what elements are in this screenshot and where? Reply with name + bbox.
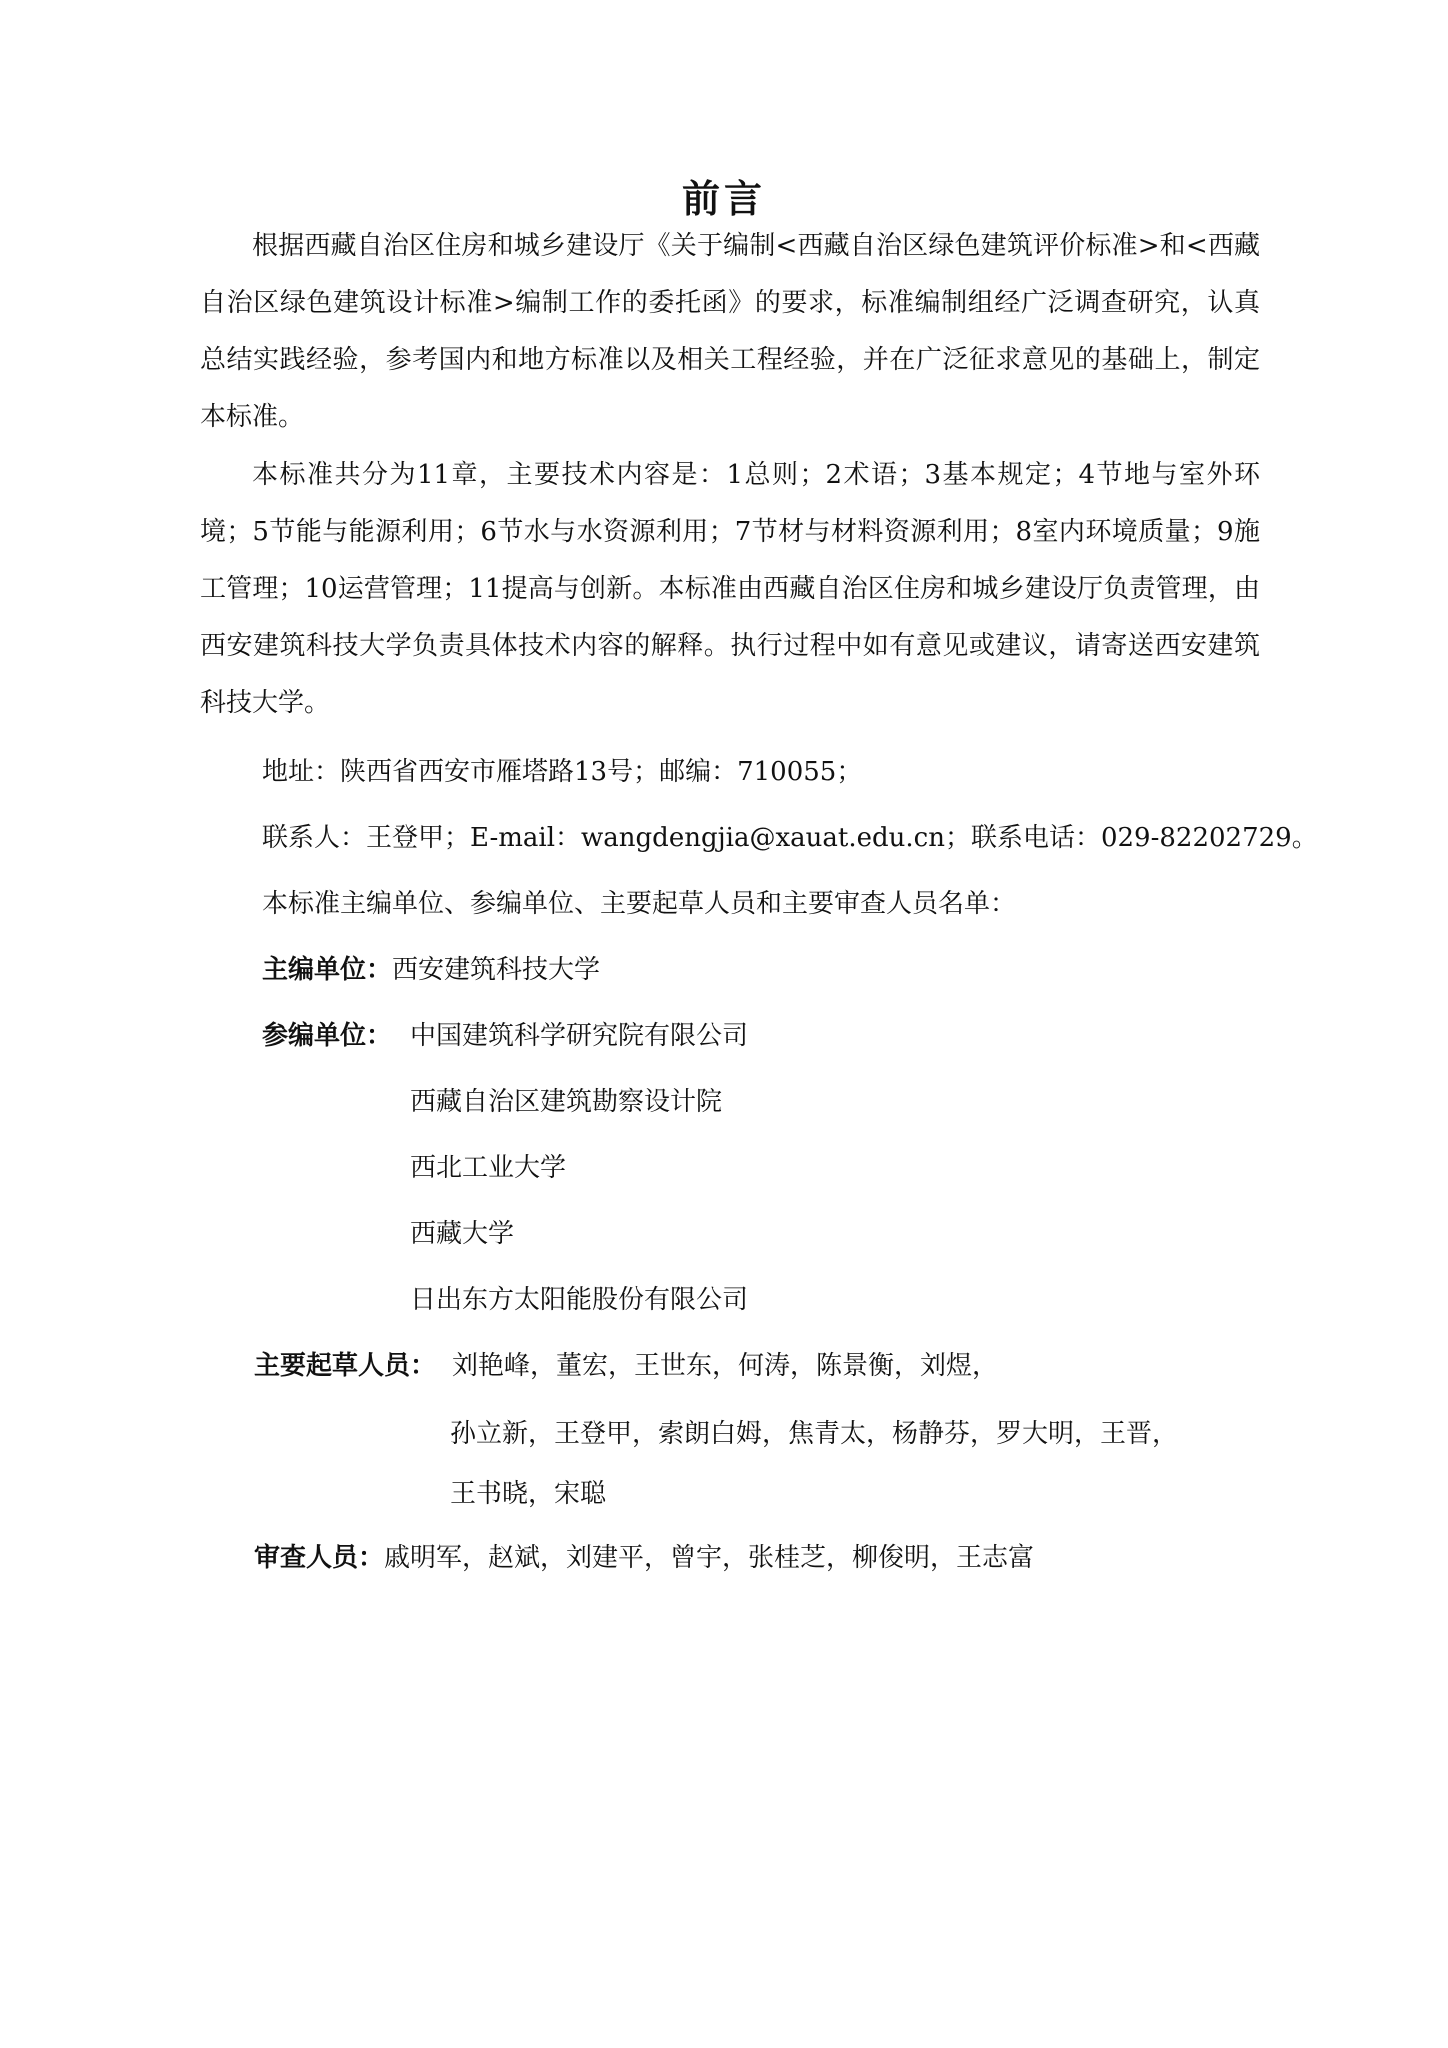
participating-units-label: 参编单位：: [262, 1021, 393, 1051]
page-title: 前言: [681, 177, 766, 221]
paragraph-contents: 本标准共分为11章，主要技术内容是：1总则；2术语；3基本规定；4节地与室外环境；5节能与能源利用；6节水与水资源利用；7节材与材料资源利用；8室内环境质量；9施工管理；10运营管理；11提高与创新。本标准由西藏自治区住房和城乡建设厅负责管理，由西安建筑科技大学负责具体技术内容的解释。执行过程中如有意见或建议，请寄送西安建筑科技大学。: [200, 460, 1260, 718]
participating-unit: 西藏自治区建筑勘察设计院: [410, 1087, 723, 1117]
chief-unit-line: [262, 950, 600, 990]
address-line: 地址：陕西省西安市雁塔路13号；邮编：710055；: [262, 757, 863, 787]
participating-unit: 西藏大学: [410, 1219, 515, 1249]
participating-unit: 西北工业大学: [410, 1153, 567, 1183]
chief-unit-value: 西安建筑科技大学: [392, 955, 601, 985]
participating-unit: 日出东方太阳能股份有限公司: [410, 1285, 749, 1315]
list-intro-line: 本标准主编单位、参编单位、主要起草人员和主要审查人员名单：: [262, 889, 1017, 919]
reviewers-line: [254, 1538, 1034, 1578]
paragraph-commission: 根据西藏自治区住房和城乡建设厅《关于编制<西藏自治区绿色建筑评价标准>和<西藏自治区绿色建筑设计标准>编制工作的委托函》的要求，标准编制组经广泛调查研究，认真总结实践经验，参考国内和地方标准以及相关工程经验，并在广泛征求意见的基础上，制定本标准。: [200, 231, 1260, 432]
contact-line: 联系人：王登甲；E-mail：wangdengjia@xauat.edu.cn；联系电话：029-82202729。: [262, 823, 1318, 853]
chief-unit-label: 主编单位：: [262, 955, 393, 985]
drafters-line: 孙立新，王登甲，索朗白姆，焦青太，杨静芬，罗大明，王晋，: [450, 1419, 1179, 1449]
drafters-line: 王书晓，宋聪: [450, 1479, 607, 1509]
drafters-line: 刘艳峰，董宏，王世东，何涛，陈景衡，刘煜，: [452, 1351, 999, 1381]
reviewers-value: 戚明军，赵斌，刘建平，曾宇，张桂芝，柳俊明，王志富: [384, 1543, 1035, 1573]
reviewers-label: 审查人员：: [254, 1543, 385, 1573]
drafters-label: 主要起草人员：: [254, 1351, 437, 1381]
participating-unit: 中国建筑科学研究院有限公司: [410, 1021, 749, 1051]
